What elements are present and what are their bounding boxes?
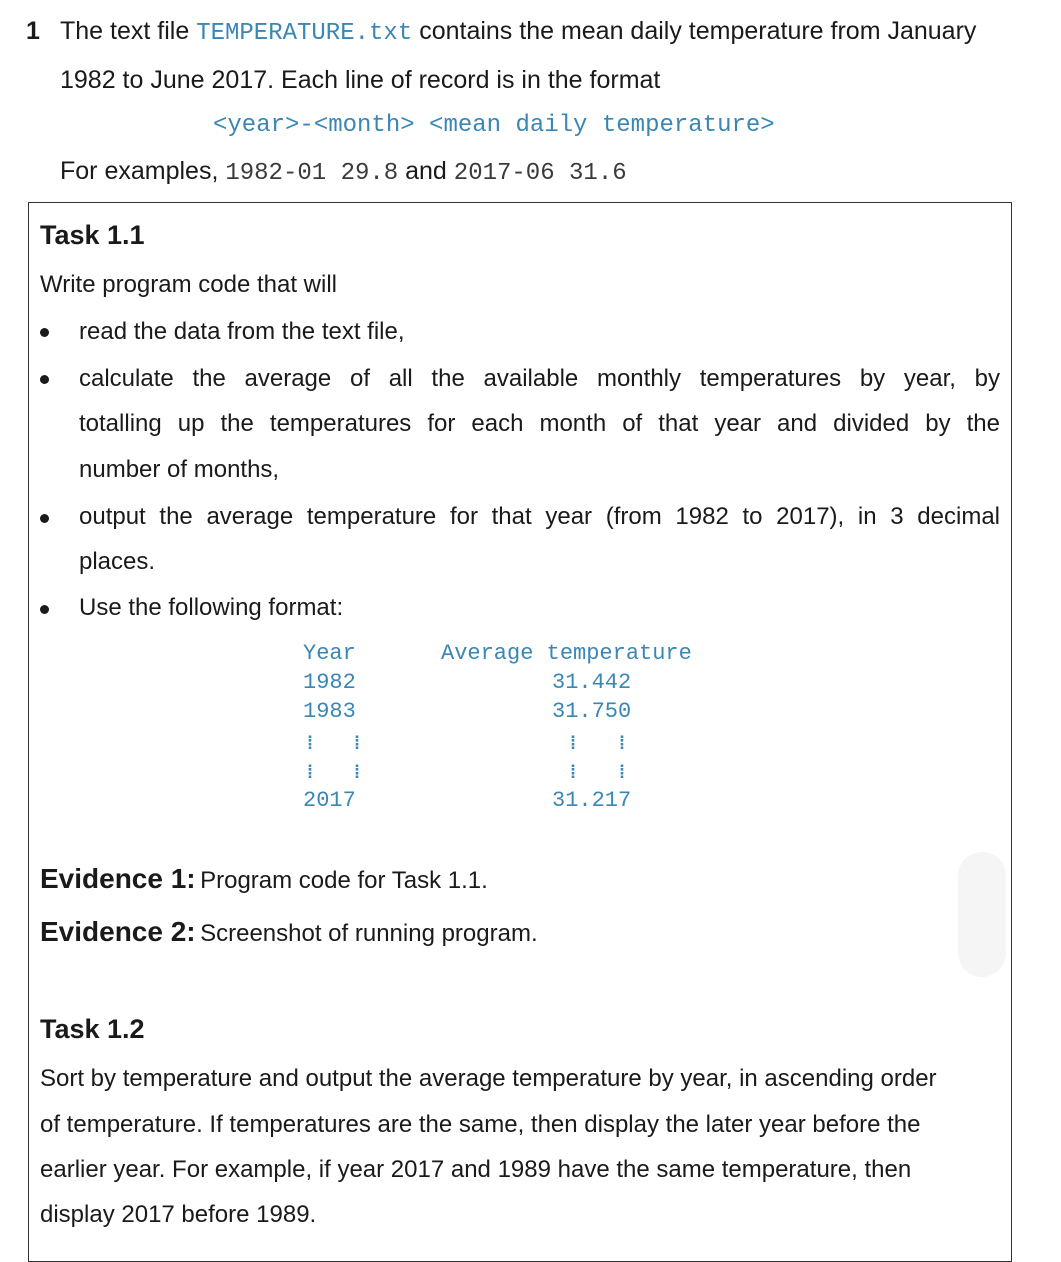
evidence-2-label: Evidence 2:: [40, 916, 196, 947]
output-year-2017: 2017: [303, 788, 356, 813]
examples-and: and: [405, 157, 447, 185]
task-box: [28, 202, 1012, 1262]
filename: TEMPERATURE.txt: [196, 20, 413, 47]
task-1-2-line-2: of temperature. If temperatures are the same, then display the later year before the: [40, 1111, 921, 1138]
output-temp-2017: 31.217: [552, 788, 632, 813]
task-1-2-line-3: earlier year. For example, if year 2017 and 1989 have the same temperature, then: [40, 1156, 912, 1183]
bullet-calculate-line-2: totalling up the temperatures for each month of that year and divided by the: [79, 410, 1000, 437]
example-1: 1982-01 29.8: [225, 160, 399, 187]
evidence-1: [40, 863, 488, 895]
record-format: <year>-<month> <mean daily temperature>: [213, 112, 775, 139]
bullet-icon: [40, 514, 49, 523]
intro-text-before: The text file: [60, 17, 190, 45]
example-2: 2017-06 31.6: [453, 160, 627, 187]
ellipsis-icon: ⁞: [619, 762, 625, 782]
evidence-1-text: Program code for Task 1.1.: [200, 867, 488, 894]
examples-line: [60, 157, 627, 187]
output-year-1983: 1983: [303, 699, 356, 724]
output-temp-1983: 31.750: [552, 699, 632, 724]
evidence-1-label: Evidence 1:: [40, 863, 196, 894]
ellipsis-icon: ⁞: [354, 733, 360, 753]
output-year-header: Year: [303, 641, 356, 666]
bullet-calculate-line-3: number of months,: [79, 456, 280, 483]
examples-prefix: For examples,: [60, 157, 219, 185]
ellipsis-icon: ⁞: [570, 762, 576, 782]
ellipsis-icon: ⁞: [570, 733, 576, 753]
page-shadow-mark: [958, 852, 1006, 977]
task-1-2-heading: Task 1.2: [40, 1014, 145, 1044]
ellipsis-icon: ⁞: [307, 762, 313, 782]
task-1-1-instruction: Write program code that will: [40, 271, 337, 298]
evidence-2: [40, 916, 538, 948]
bullet-format: Use the following format:: [79, 594, 344, 621]
bullet-read: read the data from the text file,: [79, 318, 405, 345]
bullet-output-line-2: places.: [79, 548, 156, 575]
bullet-calculate-line-1: calculate the average of all the available monthly temperatures by year, by: [79, 365, 1000, 392]
ellipsis-icon: ⁞: [619, 733, 625, 753]
output-temp-1982: 31.442: [552, 670, 632, 695]
bullet-output-line-1: output the average temperature for that year (from 1982 to 2017), in 3 decimal: [79, 503, 1000, 530]
bullet-icon: [40, 328, 49, 337]
task-1-2-line-4: display 2017 before 1989.: [40, 1201, 317, 1228]
task-1-2-line-1: Sort by temperature and output the average temperature by year, in ascending order: [40, 1065, 937, 1092]
bullet-icon: [40, 375, 49, 384]
ellipsis-icon: ⁞: [354, 762, 360, 782]
bullet-icon: [40, 605, 49, 614]
evidence-2-text: Screenshot of running program.: [200, 920, 538, 947]
output-temp-header: Average temperature: [441, 641, 692, 666]
question-number: 1: [26, 17, 40, 45]
task-1-1-heading: Task 1.1: [40, 220, 145, 250]
output-year-1982: 1982: [303, 670, 356, 695]
intro-line-1: [60, 17, 976, 47]
ellipsis-icon: ⁞: [307, 733, 313, 753]
intro-line-2: 1982 to June 2017. Each line of record is in the format: [60, 66, 661, 94]
intro-text-after: contains the mean daily temperature from January: [419, 17, 977, 45]
